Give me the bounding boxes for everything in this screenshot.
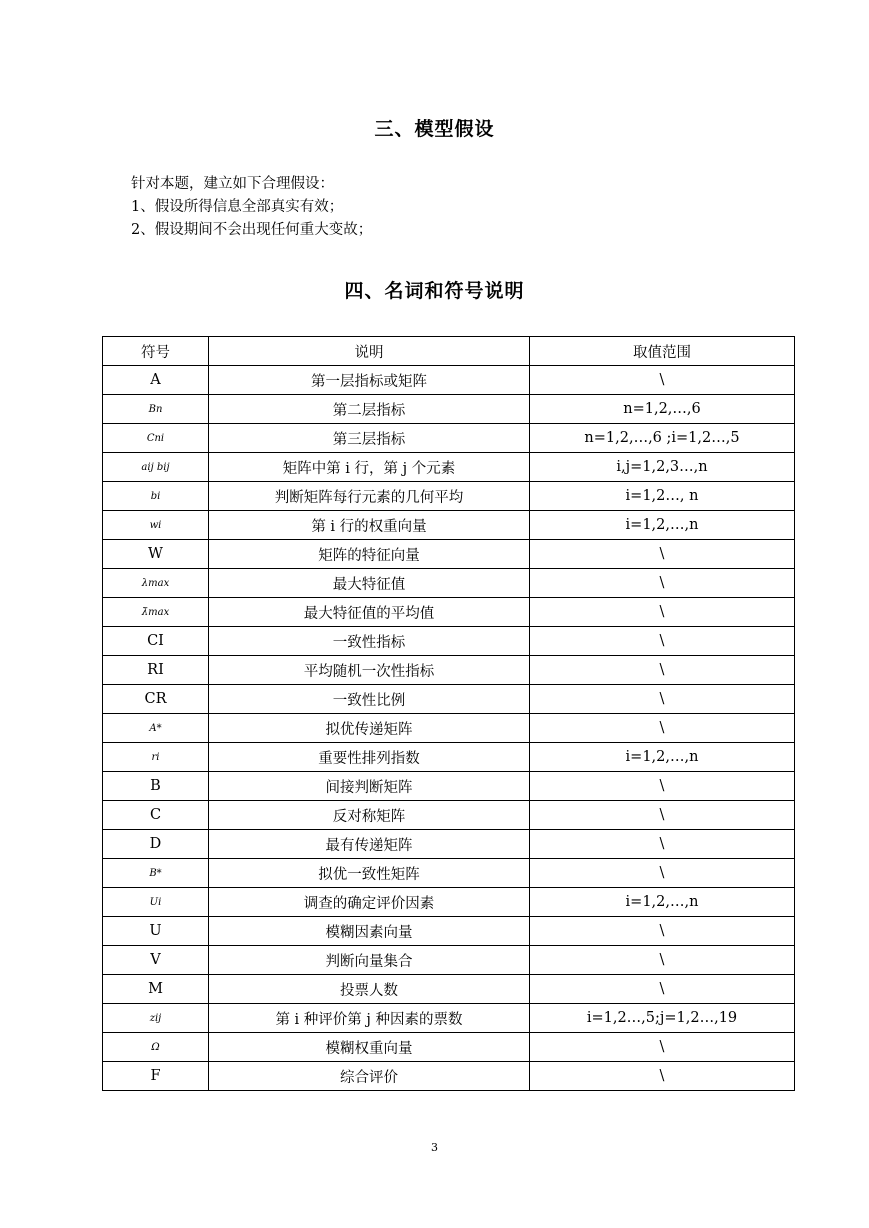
symbol-cell: Cni: [103, 424, 209, 453]
symbol-cell: λ̄max: [103, 598, 209, 627]
description-cell: 判断向量集合: [209, 946, 530, 975]
range-cell: \: [530, 569, 795, 598]
table-row: [103, 714, 795, 743]
range-cell: \: [530, 656, 795, 685]
table-header-row: [103, 337, 795, 366]
range-cell: \: [530, 540, 795, 569]
table-row: [103, 830, 795, 859]
range-cell: \: [530, 975, 795, 1004]
table-row: [103, 424, 795, 453]
symbol-cell: V: [103, 946, 209, 975]
table-body: [103, 366, 795, 1091]
table-row: [103, 598, 795, 627]
description-cell: 模糊权重向量: [209, 1033, 530, 1062]
header-range: 取值范围: [530, 337, 795, 366]
description-cell: 重要性排列指数: [209, 743, 530, 772]
header-symbol: 符号: [103, 337, 209, 366]
description-cell: 最有传递矩阵: [209, 830, 530, 859]
table-row: [103, 743, 795, 772]
header-description: 说明: [209, 337, 530, 366]
range-cell: n=1,2,…,6: [530, 395, 795, 424]
description-cell: 第三层指标: [209, 424, 530, 453]
description-cell: 模糊因素向量: [209, 917, 530, 946]
table-row: [103, 1062, 795, 1091]
table-row: [103, 888, 795, 917]
range-cell: \: [530, 685, 795, 714]
table-row: [103, 917, 795, 946]
symbol-cell: F: [103, 1062, 209, 1091]
table-row: [103, 511, 795, 540]
assumption-item: 2、假设期间不会出现任何重大变故；: [131, 222, 373, 238]
description-cell: 第 i 行的权重向量: [209, 511, 530, 540]
range-cell: \: [530, 714, 795, 743]
symbols-table: [102, 336, 795, 1091]
range-cell: i=1,2,…,n: [530, 888, 795, 917]
assumptions-intro: 针对本题，建立如下合理假设：: [131, 176, 334, 192]
table-row: [103, 395, 795, 424]
symbol-cell: zij: [103, 1004, 209, 1033]
table-row: [103, 482, 795, 511]
description-cell: 矩阵中第 i 行，第 j 个元素: [209, 453, 530, 482]
page-number: 3: [431, 1141, 438, 1154]
description-cell: 平均随机一次性指标: [209, 656, 530, 685]
symbol-cell: CI: [103, 627, 209, 656]
table-row: [103, 656, 795, 685]
range-cell: n=1,2,…,6 ;i=1,2…,5: [530, 424, 795, 453]
range-cell: i=1,2,…,n: [530, 511, 795, 540]
description-cell: 第 i 种评价第 j 种因素的票数: [209, 1004, 530, 1033]
section-title-assumptions: 三、模型假设: [374, 118, 495, 140]
symbol-cell: Ui: [103, 888, 209, 917]
symbol-cell: M: [103, 975, 209, 1004]
description-cell: 拟优一致性矩阵: [209, 859, 530, 888]
range-cell: \: [530, 917, 795, 946]
range-cell: \: [530, 598, 795, 627]
description-cell: 最大特征值: [209, 569, 530, 598]
table-row: [103, 685, 795, 714]
description-cell: 一致性指标: [209, 627, 530, 656]
symbol-cell: λmax: [103, 569, 209, 598]
table-row: [103, 975, 795, 1004]
range-cell: i=1,2,…,n: [530, 743, 795, 772]
symbol-cell: aij bij: [103, 453, 209, 482]
range-cell: \: [530, 772, 795, 801]
symbol-cell: C: [103, 801, 209, 830]
description-cell: 第一层指标或矩阵: [209, 366, 530, 395]
symbol-cell: A*: [103, 714, 209, 743]
range-cell: \: [530, 946, 795, 975]
assumptions-block: [131, 173, 372, 242]
range-cell: \: [530, 627, 795, 656]
range-cell: \: [530, 801, 795, 830]
table-row: [103, 772, 795, 801]
description-cell: 判断矩阵每行元素的几何平均: [209, 482, 530, 511]
description-cell: 矩阵的特征向量: [209, 540, 530, 569]
assumption-item: 1、假设所得信息全部真实有效；: [131, 199, 344, 215]
symbol-cell: B: [103, 772, 209, 801]
table-row: [103, 569, 795, 598]
symbol-cell: wi: [103, 511, 209, 540]
symbol-cell: bi: [103, 482, 209, 511]
symbol-cell: Bn: [103, 395, 209, 424]
table-row: [103, 1004, 795, 1033]
range-cell: \: [530, 366, 795, 395]
description-cell: 间接判断矩阵: [209, 772, 530, 801]
description-cell: 最大特征值的平均值: [209, 598, 530, 627]
table-row: [103, 453, 795, 482]
description-cell: 投票人数: [209, 975, 530, 1004]
table-row: [103, 540, 795, 569]
symbol-cell: D: [103, 830, 209, 859]
range-cell: i,j=1,2,3…,n: [530, 453, 795, 482]
symbol-cell: CR: [103, 685, 209, 714]
description-cell: 拟优传递矩阵: [209, 714, 530, 743]
range-cell: \: [530, 1033, 795, 1062]
range-cell: \: [530, 859, 795, 888]
range-cell: i=1,2…,5;j=1,2…,19: [530, 1004, 795, 1033]
symbol-cell: B*: [103, 859, 209, 888]
range-cell: i=1,2…, n: [530, 482, 795, 511]
symbol-cell: RI: [103, 656, 209, 685]
range-cell: \: [530, 1062, 795, 1091]
description-cell: 一致性比例: [209, 685, 530, 714]
description-cell: 第二层指标: [209, 395, 530, 424]
symbol-cell: A: [103, 366, 209, 395]
table-row: [103, 627, 795, 656]
description-cell: 调查的确定评价因素: [209, 888, 530, 917]
description-cell: 综合评价: [209, 1062, 530, 1091]
symbol-cell: U: [103, 917, 209, 946]
symbol-cell: ri: [103, 743, 209, 772]
table-row: [103, 1033, 795, 1062]
section-title-symbols: 四、名词和符号说明: [344, 280, 525, 302]
symbol-cell: Ω: [103, 1033, 209, 1062]
table-row: [103, 801, 795, 830]
symbol-cell: W: [103, 540, 209, 569]
table-row: [103, 366, 795, 395]
table-row: [103, 859, 795, 888]
description-cell: 反对称矩阵: [209, 801, 530, 830]
range-cell: \: [530, 830, 795, 859]
table-row: [103, 946, 795, 975]
